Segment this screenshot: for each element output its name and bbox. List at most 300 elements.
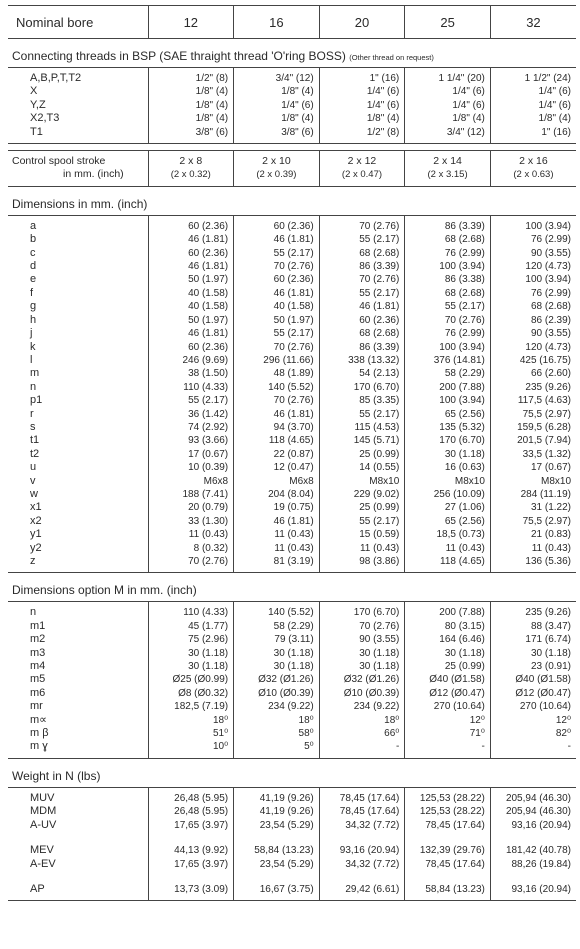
weight-heading-wrap xyxy=(8,758,576,787)
value-cell: 14 (0.55) xyxy=(319,461,405,474)
table-row xyxy=(8,555,576,573)
value-cell: M6x8 xyxy=(234,475,320,488)
value-cell: 55 (2.17) xyxy=(234,247,320,260)
value-cell: 188 (7.41) xyxy=(148,488,234,501)
header-size: 20 xyxy=(319,6,405,39)
value-cell: 117,5 (4.63) xyxy=(490,394,576,407)
value-cell: 71⁰ xyxy=(405,727,491,740)
value-cell: 235 (9.26) xyxy=(490,381,576,394)
threads-heading-wrap xyxy=(8,39,576,68)
table-row xyxy=(8,727,576,740)
value-cell: 200 (7.88) xyxy=(405,381,491,394)
row-label: w xyxy=(30,487,38,500)
value-cell: 78,45 (17.64) xyxy=(319,805,405,818)
value-cell: 34,32 (7.72) xyxy=(319,819,405,832)
value-cell: 25 (0.99) xyxy=(405,660,491,673)
value-cell: 55 (2.17) xyxy=(319,233,405,246)
row-label: c xyxy=(30,246,36,259)
value-cell: 31 (1.22) xyxy=(490,501,576,514)
value-cell: 34,32 (7.72) xyxy=(319,858,405,871)
row-label: X xyxy=(30,85,38,98)
value-cell: 284 (11.19) xyxy=(490,488,576,501)
value-cell: 234 (9.22) xyxy=(319,700,405,713)
value-cell: 140 (5.52) xyxy=(234,381,320,394)
value-cell: 50 (1.97) xyxy=(234,314,320,327)
section-title xyxy=(8,573,576,602)
value-cell: 30 (1.18) xyxy=(148,660,234,673)
value-cell: 30 (1.18) xyxy=(405,647,491,660)
control-value: 2 x 8 xyxy=(148,151,234,169)
table-row xyxy=(8,858,576,871)
row-label: b xyxy=(30,233,37,246)
value-cell: 68 (2.68) xyxy=(405,287,491,300)
row-label: u xyxy=(30,461,37,474)
value-cell: 82⁰ xyxy=(490,727,576,740)
value-cell: 20 (0.79) xyxy=(148,501,234,514)
control-value: 2 x 14 xyxy=(405,151,491,169)
value-cell: 29,42 (6.61) xyxy=(319,883,405,901)
value-cell: 55 (2.17) xyxy=(405,300,491,313)
table-row xyxy=(8,354,576,367)
row-label: m ɣ xyxy=(30,740,48,753)
table-row xyxy=(8,247,576,260)
control-value: 2 x 12 xyxy=(319,151,405,169)
value-cell: 425 (16.75) xyxy=(490,354,576,367)
control-sub-value: (2 x 0.63) xyxy=(490,168,576,186)
value-cell: 3/4" (12) xyxy=(405,126,491,144)
header xyxy=(8,6,576,39)
value-cell: 256 (10.09) xyxy=(405,488,491,501)
value-cell: 1 1/2" (24) xyxy=(490,68,576,86)
value-cell: 19 (0.75) xyxy=(234,501,320,514)
table-row xyxy=(8,475,576,488)
value-cell: 1" (16) xyxy=(319,68,405,86)
value-cell: 10 (0.39) xyxy=(148,461,234,474)
value-cell: Ø32 (Ø1.26) xyxy=(234,673,320,686)
value-cell: 38 (1.50) xyxy=(148,367,234,380)
group-gap xyxy=(8,871,576,883)
value-cell: 159,5 (6.28) xyxy=(490,421,576,434)
control-sub-value: (2 x 0.39) xyxy=(234,168,320,186)
value-cell: 85 (3.35) xyxy=(319,394,405,407)
value-cell: 17,65 (3.97) xyxy=(148,819,234,832)
value-cell: 171 (6.74) xyxy=(490,633,576,646)
threads-block xyxy=(8,68,576,144)
value-cell: 3/4" (12) xyxy=(234,68,320,86)
value-cell: 11 (0.43) xyxy=(234,542,320,555)
value-cell: 170 (6.70) xyxy=(405,434,491,447)
table-row xyxy=(8,85,576,98)
value-cell: - xyxy=(405,740,491,758)
value-cell: 90 (3.55) xyxy=(319,633,405,646)
table-row xyxy=(8,233,576,246)
value-cell: 80 (3.15) xyxy=(405,620,491,633)
value-cell: 46 (1.81) xyxy=(148,233,234,246)
section-title xyxy=(8,186,576,215)
table-row xyxy=(8,515,576,528)
row-label: A-UV xyxy=(30,818,57,831)
value-cell: 76 (2.99) xyxy=(405,327,491,340)
value-cell: 30 (1.18) xyxy=(405,448,491,461)
value-cell: 41,19 (9.26) xyxy=(234,805,320,818)
section-title-text: Dimensions option M in mm. (inch) xyxy=(12,583,197,598)
value-cell: 205,94 (46.30) xyxy=(490,805,576,818)
table-row xyxy=(8,633,576,646)
value-cell: 164 (6.46) xyxy=(405,633,491,646)
value-cell: 40 (1.58) xyxy=(148,300,234,313)
value-cell: 65 (2.56) xyxy=(405,515,491,528)
value-cell: 40 (1.58) xyxy=(148,287,234,300)
table-row xyxy=(8,488,576,501)
value-cell: 100 (3.94) xyxy=(490,273,576,286)
threads-heading xyxy=(8,39,576,68)
value-cell: 51⁰ xyxy=(148,727,234,740)
value-cell: 86 (2.39) xyxy=(490,314,576,327)
value-cell: 140 (5.52) xyxy=(234,602,320,620)
value-cell: 100 (3.94) xyxy=(405,341,491,354)
row-label: f xyxy=(30,286,34,299)
value-cell: 48 (1.89) xyxy=(234,367,320,380)
row-label: n xyxy=(30,380,37,393)
value-cell: 136 (5.36) xyxy=(490,555,576,573)
value-cell: 115 (4.53) xyxy=(319,421,405,434)
value-cell: Ø10 (Ø0.39) xyxy=(319,687,405,700)
value-cell: 118 (4.65) xyxy=(234,434,320,447)
value-cell: 68 (2.68) xyxy=(319,247,405,260)
table-row xyxy=(8,381,576,394)
row-label: n xyxy=(30,606,37,619)
table-row xyxy=(8,126,576,144)
value-cell: 55 (2.17) xyxy=(319,515,405,528)
header-row xyxy=(8,6,576,39)
table-row xyxy=(8,687,576,700)
row-label: m5 xyxy=(30,673,46,686)
value-cell: 23,54 (5.29) xyxy=(234,858,320,871)
value-cell: Ø32 (Ø1.26) xyxy=(319,673,405,686)
value-cell: 36 (1.42) xyxy=(148,408,234,421)
value-cell: 18,5 (0.73) xyxy=(405,528,491,541)
row-label: t1 xyxy=(30,434,40,447)
value-cell: 15 (0.59) xyxy=(319,528,405,541)
table-row xyxy=(8,787,576,805)
table-row xyxy=(8,673,576,686)
value-cell: 1/8" (4) xyxy=(319,112,405,125)
value-cell: 55 (2.17) xyxy=(319,287,405,300)
value-cell: 18⁰ xyxy=(319,714,405,727)
value-cell: 16 (0.63) xyxy=(405,461,491,474)
value-cell: 12⁰ xyxy=(490,714,576,727)
value-cell: M8x10 xyxy=(319,475,405,488)
value-cell: 100 (3.94) xyxy=(405,260,491,273)
value-cell: 55 (2.17) xyxy=(148,394,234,407)
value-cell: 338 (13.32) xyxy=(319,354,405,367)
value-cell: 70 (2.76) xyxy=(234,341,320,354)
value-cell: Ø12 (Ø0.47) xyxy=(490,687,576,700)
value-cell: Ø40 (Ø1.58) xyxy=(405,673,491,686)
dimensions-block xyxy=(8,215,576,573)
dimensions-heading-wrap xyxy=(8,186,576,215)
value-cell: M8x10 xyxy=(405,475,491,488)
value-cell: 200 (7.88) xyxy=(405,602,491,620)
table-row xyxy=(8,461,576,474)
value-cell: 18⁰ xyxy=(148,714,234,727)
value-cell: 296 (11.66) xyxy=(234,354,320,367)
value-cell: 125,53 (28.22) xyxy=(405,787,491,805)
value-cell: 1/8" (4) xyxy=(234,85,320,98)
value-cell: 17 (0.67) xyxy=(148,448,234,461)
row-label: m1 xyxy=(30,619,46,632)
row-label: r xyxy=(30,407,34,420)
value-cell: 58 (2.29) xyxy=(234,620,320,633)
value-cell: 1/8" (4) xyxy=(405,112,491,125)
value-cell: 1/8" (4) xyxy=(234,112,320,125)
value-cell: 1/4" (6) xyxy=(319,85,405,98)
row-label: MEV xyxy=(30,844,54,857)
control-sub-row xyxy=(8,168,576,186)
value-cell: M8x10 xyxy=(490,475,576,488)
value-cell: 30 (1.18) xyxy=(148,647,234,660)
value-cell: 88 (3.47) xyxy=(490,620,576,633)
row-label: m xyxy=(30,367,40,380)
table-row xyxy=(8,528,576,541)
value-cell: 1/4" (6) xyxy=(490,85,576,98)
value-cell: 86 (3.39) xyxy=(319,260,405,273)
table-row xyxy=(8,314,576,327)
value-cell: 182,5 (7.19) xyxy=(148,700,234,713)
value-cell: 30 (1.18) xyxy=(490,647,576,660)
value-cell: 229 (9.02) xyxy=(319,488,405,501)
value-cell: 12⁰ xyxy=(405,714,491,727)
value-cell: 30 (1.18) xyxy=(319,647,405,660)
value-cell: 30 (1.18) xyxy=(319,660,405,673)
row-label: e xyxy=(30,273,37,286)
value-cell: 46 (1.81) xyxy=(234,515,320,528)
table-row xyxy=(8,394,576,407)
table-row xyxy=(8,260,576,273)
value-cell: 270 (10.64) xyxy=(405,700,491,713)
row-label: s xyxy=(30,420,36,433)
row-label: X2,T3 xyxy=(30,112,60,125)
value-cell: 270 (10.64) xyxy=(490,700,576,713)
row-label: j xyxy=(30,327,33,340)
value-cell: 58⁰ xyxy=(234,727,320,740)
value-cell: 66⁰ xyxy=(319,727,405,740)
row-label: A-EV xyxy=(30,857,56,870)
value-cell: 1/8" (4) xyxy=(148,112,234,125)
value-cell: 1/2" (8) xyxy=(148,68,234,86)
value-cell: 1/4" (6) xyxy=(490,99,576,112)
row-label: m∝ xyxy=(30,713,48,726)
row-label: p1 xyxy=(30,394,43,407)
row-label: d xyxy=(30,260,37,273)
value-cell: 55 (2.17) xyxy=(234,327,320,340)
table-row xyxy=(8,112,576,125)
value-cell: 110 (4.33) xyxy=(148,602,234,620)
table-row xyxy=(8,448,576,461)
header-label: Nominal bore xyxy=(8,6,148,39)
value-cell: 50 (1.97) xyxy=(148,314,234,327)
row-label: mr xyxy=(30,700,43,713)
value-cell: 86 (3.39) xyxy=(319,341,405,354)
value-cell: 234 (9.22) xyxy=(234,700,320,713)
row-label: x2 xyxy=(30,514,42,527)
section-note: (Other thread on request) xyxy=(349,53,434,62)
value-cell: 60 (2.36) xyxy=(234,215,320,233)
value-cell: 33,5 (1.32) xyxy=(490,448,576,461)
section-title-text: Dimensions in mm. (inch) xyxy=(12,196,148,211)
table-row xyxy=(8,542,576,555)
header-size: 16 xyxy=(234,6,320,39)
table-row xyxy=(8,99,576,112)
value-cell: 98 (3.86) xyxy=(319,555,405,573)
row-label: a xyxy=(30,219,37,232)
table-row xyxy=(8,700,576,713)
value-cell: 78,45 (17.64) xyxy=(405,819,491,832)
table-row xyxy=(8,602,576,620)
value-cell: 78,45 (17.64) xyxy=(405,858,491,871)
value-cell: 58 (2.29) xyxy=(405,367,491,380)
row-label: m2 xyxy=(30,633,46,646)
value-cell: 118 (4.65) xyxy=(405,555,491,573)
value-cell: 120 (4.73) xyxy=(490,260,576,273)
table-row xyxy=(8,408,576,421)
row-label: T1 xyxy=(30,125,43,138)
row-label: m β xyxy=(30,727,49,740)
value-cell: 86 (3.39) xyxy=(405,215,491,233)
table-row xyxy=(8,620,576,633)
table-row xyxy=(8,844,576,857)
table-row xyxy=(8,740,576,758)
value-cell: 10⁰ xyxy=(148,740,234,758)
value-cell: 235 (9.26) xyxy=(490,602,576,620)
value-cell: 75,5 (2.97) xyxy=(490,408,576,421)
value-cell: 21 (0.83) xyxy=(490,528,576,541)
section-title-text: Weight in N (lbs) xyxy=(12,768,101,783)
value-cell: 376 (14.81) xyxy=(405,354,491,367)
value-cell: 33 (1.30) xyxy=(148,515,234,528)
value-cell: 93,16 (20.94) xyxy=(490,883,576,901)
row-label: m6 xyxy=(30,686,46,699)
table-row xyxy=(8,660,576,673)
value-cell: 135 (5.32) xyxy=(405,421,491,434)
value-cell: 3/8" (6) xyxy=(234,126,320,144)
value-cell: 75 (2.96) xyxy=(148,633,234,646)
value-cell: 100 (3.94) xyxy=(490,215,576,233)
value-cell: 76 (2.99) xyxy=(405,247,491,260)
value-cell: Ø8 (Ø0.32) xyxy=(148,687,234,700)
value-cell: 30 (1.18) xyxy=(234,647,320,660)
value-cell: 11 (0.43) xyxy=(490,542,576,555)
value-cell: 46 (1.81) xyxy=(148,260,234,273)
value-cell: 181,42 (40.78) xyxy=(490,844,576,857)
value-cell: 70 (2.76) xyxy=(319,273,405,286)
value-cell: 93 (3.66) xyxy=(148,434,234,447)
value-cell: Ø40 (Ø1.58) xyxy=(490,673,576,686)
value-cell: 12 (0.47) xyxy=(234,461,320,474)
row-label: h xyxy=(30,313,37,326)
value-cell: 120 (4.73) xyxy=(490,341,576,354)
control-sub-value: (2 x 0.47) xyxy=(319,168,405,186)
value-cell: 93,16 (20.94) xyxy=(319,844,405,857)
row-label: Y,Z xyxy=(30,98,46,111)
value-cell: 1/2" (8) xyxy=(319,126,405,144)
row-label: MUV xyxy=(30,791,55,804)
section-title-text: Connecting threads in BSP (SAE thraight thread 'O'ring BOSS) xyxy=(12,49,346,63)
value-cell: - xyxy=(319,740,405,758)
table-row xyxy=(8,68,576,86)
control-block xyxy=(8,151,576,187)
value-cell: - xyxy=(490,740,576,758)
row-label: y2 xyxy=(30,541,42,554)
row-label: k xyxy=(30,340,36,353)
value-cell: 145 (5.71) xyxy=(319,434,405,447)
value-cell: 1/4" (6) xyxy=(405,85,491,98)
option-m-heading xyxy=(8,573,576,602)
option-m-heading-wrap xyxy=(8,573,576,602)
section-title xyxy=(8,39,576,68)
weight-block xyxy=(8,787,576,900)
value-cell: Ø25 (Ø0.99) xyxy=(148,673,234,686)
value-cell: 11 (0.43) xyxy=(319,542,405,555)
value-cell: 76 (2.99) xyxy=(490,233,576,246)
value-cell: 26,48 (5.95) xyxy=(148,805,234,818)
value-cell: 11 (0.43) xyxy=(148,528,234,541)
value-cell: 5⁰ xyxy=(234,740,320,758)
value-cell: 125,53 (28.22) xyxy=(405,805,491,818)
value-cell: Ø12 (Ø0.47) xyxy=(405,687,491,700)
value-cell: 201,5 (7.94) xyxy=(490,434,576,447)
control-row xyxy=(8,151,576,169)
value-cell: 45 (1.77) xyxy=(148,620,234,633)
value-cell: 25 (0.99) xyxy=(319,448,405,461)
row-label: x1 xyxy=(30,501,42,514)
row-label: l xyxy=(30,353,33,366)
value-cell: 50 (1.97) xyxy=(148,273,234,286)
value-cell: 170 (6.70) xyxy=(319,602,405,620)
control-sub-value: (2 x 0.32) xyxy=(148,168,234,186)
control-sub-value: (2 x 3.15) xyxy=(405,168,491,186)
value-cell: 66 (2.60) xyxy=(490,367,576,380)
header-size: 12 xyxy=(148,6,234,39)
value-cell: 94 (3.70) xyxy=(234,421,320,434)
value-cell: 76 (2.99) xyxy=(490,287,576,300)
value-cell: 70 (2.76) xyxy=(234,260,320,273)
value-cell: 41,19 (9.26) xyxy=(234,787,320,805)
value-cell: 17 (0.67) xyxy=(490,461,576,474)
value-cell: 46 (1.81) xyxy=(234,408,320,421)
value-cell: 54 (2.13) xyxy=(319,367,405,380)
value-cell: 1/8" (4) xyxy=(148,99,234,112)
value-cell: 60 (2.36) xyxy=(148,215,234,233)
value-cell: 70 (2.76) xyxy=(148,555,234,573)
value-cell: 8 (0.32) xyxy=(148,542,234,555)
value-cell: 110 (4.33) xyxy=(148,381,234,394)
value-cell: 58,84 (13.23) xyxy=(405,883,491,901)
value-cell: 246 (9.69) xyxy=(148,354,234,367)
row-label: m4 xyxy=(30,660,46,673)
value-cell: 60 (2.36) xyxy=(148,341,234,354)
row-label: t2 xyxy=(30,447,40,460)
value-cell: 68 (2.68) xyxy=(490,300,576,313)
value-cell: 60 (2.36) xyxy=(148,247,234,260)
table-row xyxy=(8,327,576,340)
value-cell: 60 (2.36) xyxy=(234,273,320,286)
table-row xyxy=(8,819,576,832)
table-row xyxy=(8,805,576,818)
weight-heading xyxy=(8,758,576,787)
value-cell: 11 (0.43) xyxy=(234,528,320,541)
control-label: Control spool stroke xyxy=(12,155,106,168)
